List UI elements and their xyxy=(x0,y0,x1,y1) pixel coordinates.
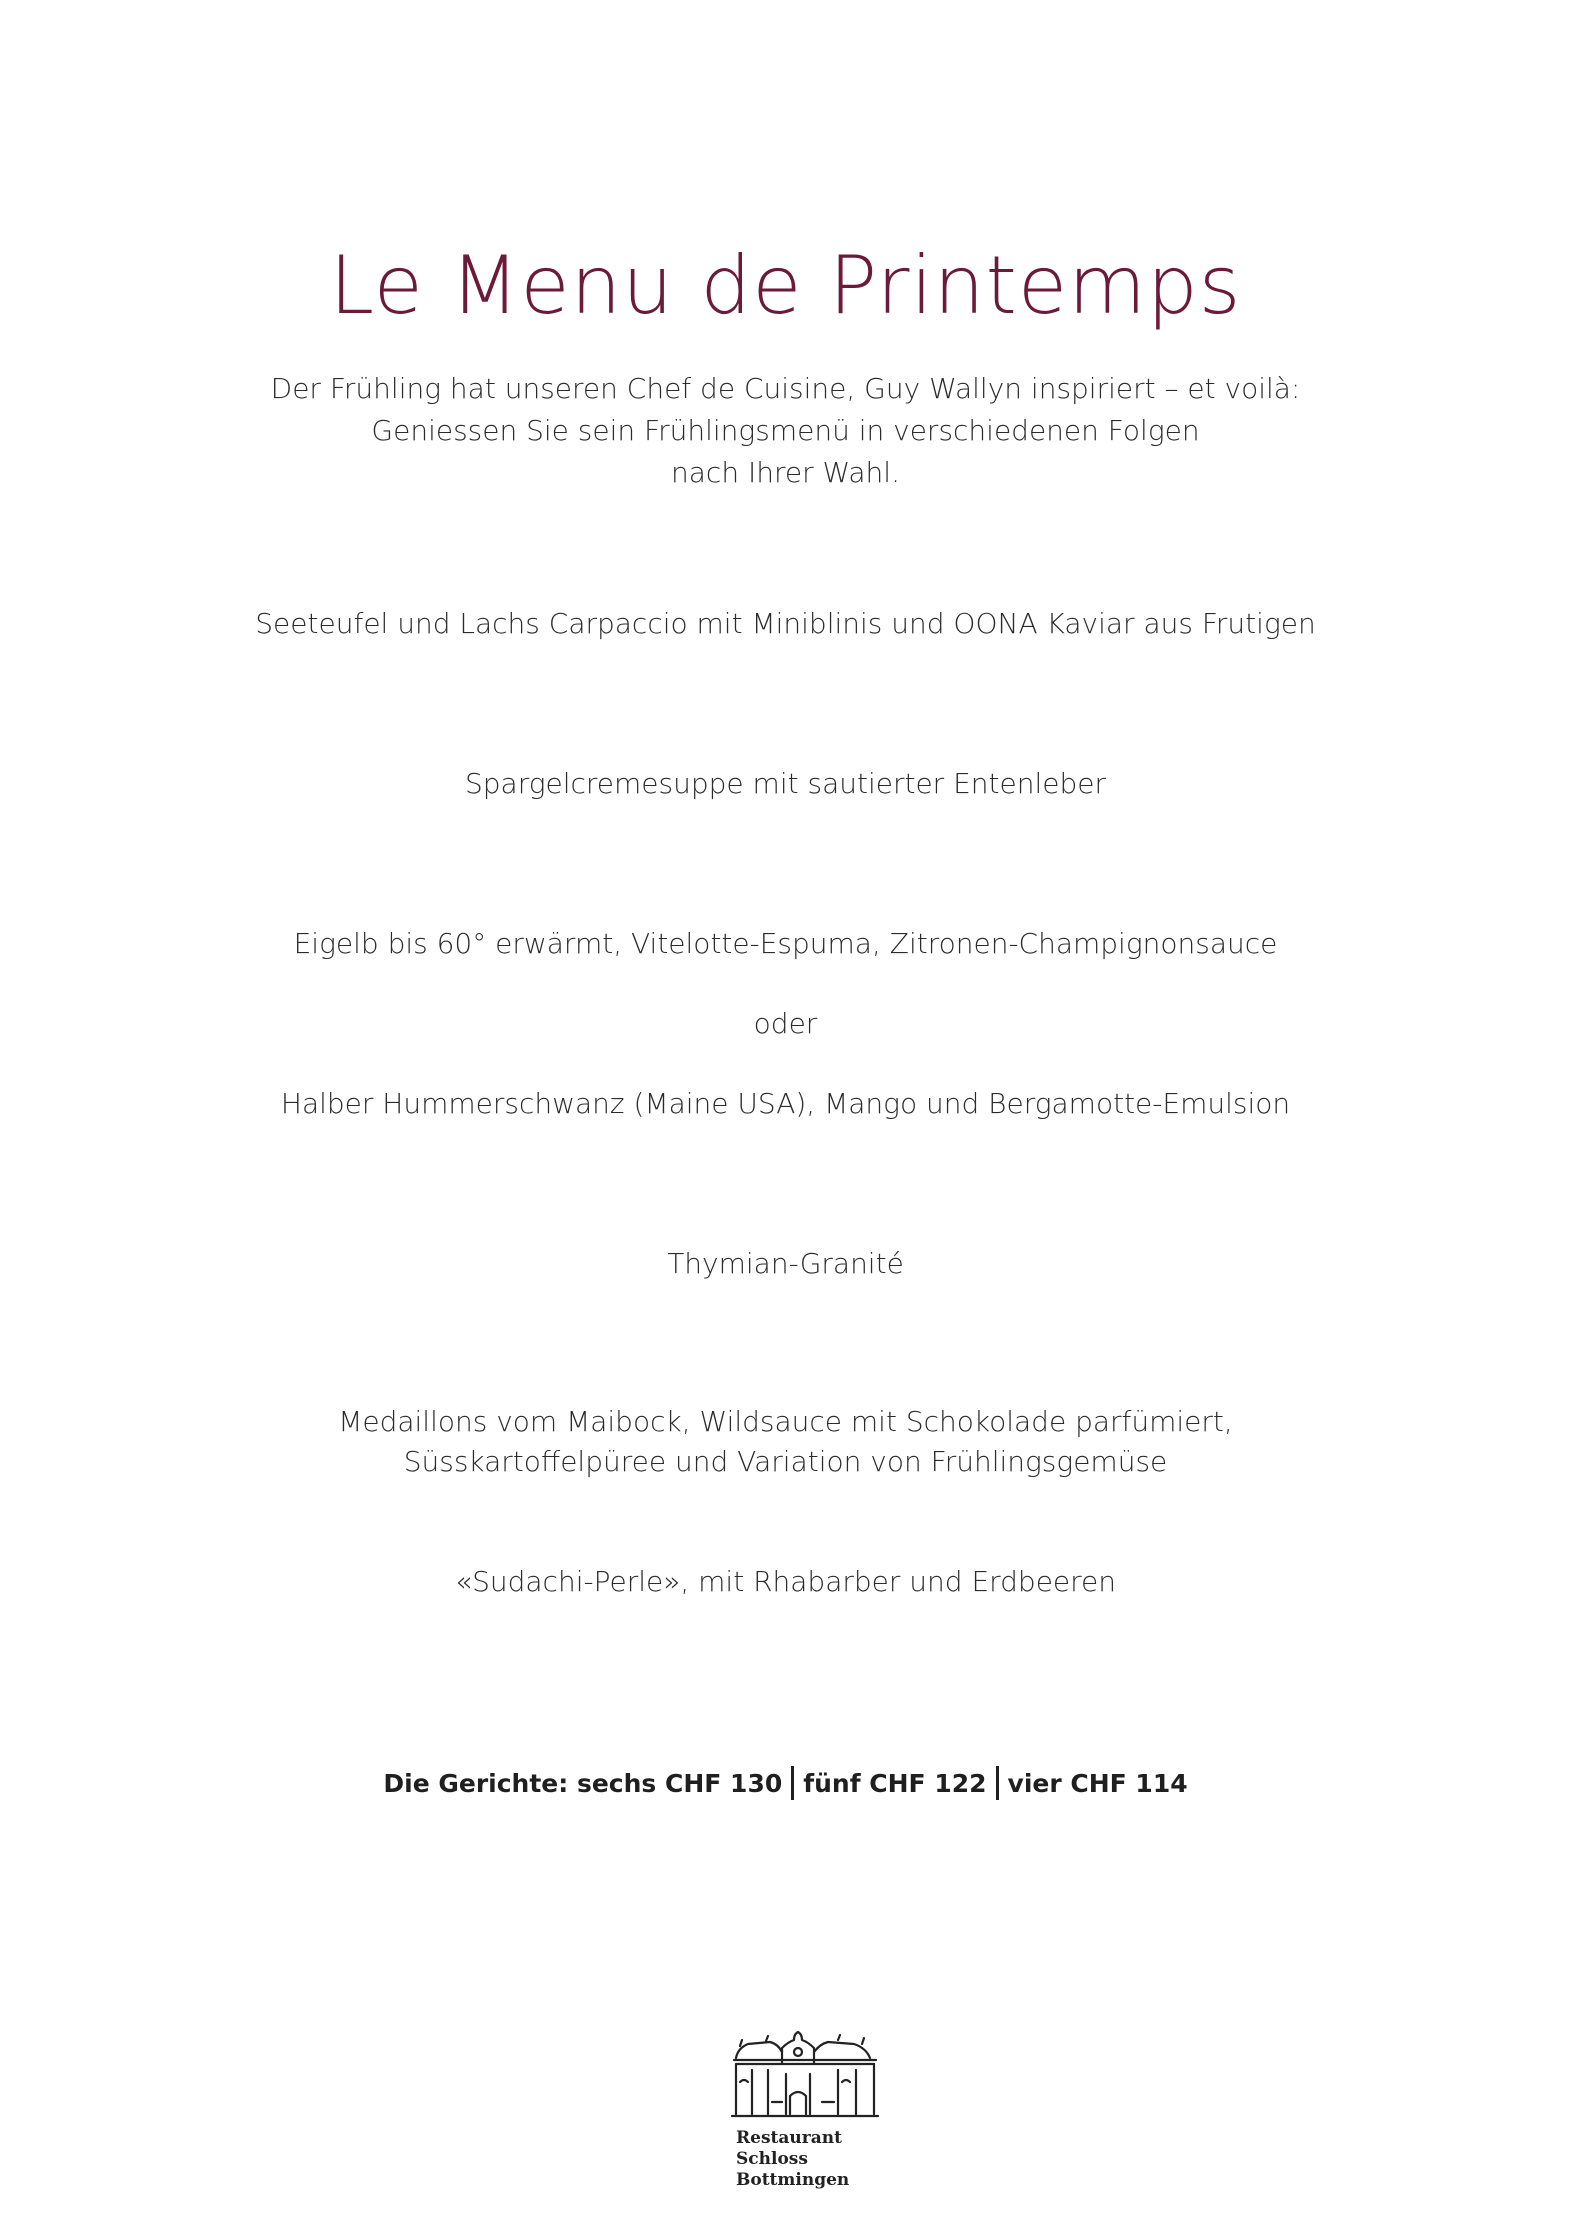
logo-line-1: Restaurant xyxy=(736,2128,842,2148)
castle-icon xyxy=(730,2030,880,2122)
course-main-line-1: Medaillons vom Maibock, Wildsauce mit Schokolade parfümiert, xyxy=(338,1405,1233,1438)
intro-text xyxy=(0,368,1571,494)
course-dessert: «Sudachi-Perle», mit Rhabarber und Erdbeeren xyxy=(454,1565,1117,1598)
course-main-line-2: Süsskartoffelpüree und Variation von Frühlingsgemüse xyxy=(403,1445,1168,1478)
logo-line-2: Schloss xyxy=(736,2149,808,2169)
price-line xyxy=(0,1766,1571,1802)
page-title: Le Menu de Printemps xyxy=(329,239,1242,332)
restaurant-logo xyxy=(730,2030,880,2200)
course-soup: Spargelcremesuppe mit sautierter Entenleber xyxy=(464,767,1106,800)
intro-line-1: Der Frühling hat unseren Chef de Cuisine, Guy Wallyn inspiriert – et voilà: xyxy=(270,372,1301,405)
course-carpaccio: Seeteufel und Lachs Carpaccio mit Miniblinis und OONA Kaviar aus Frutigen xyxy=(255,607,1316,640)
logo-wordmark xyxy=(736,2128,849,2191)
logo-line-3: Bottmingen xyxy=(736,2170,850,2190)
course-granite: Thymian-Granité xyxy=(667,1247,904,1280)
course-main xyxy=(0,1402,1571,1482)
price-four-courses: vier CHF 114 xyxy=(1007,1769,1188,1798)
price-divider xyxy=(996,1766,999,1800)
course-alternative-separator: oder xyxy=(753,1007,818,1040)
price-five-courses: fünf CHF 122 xyxy=(803,1769,987,1798)
intro-line-2: Geniessen Sie sein Frühlingsmenü in verschiedenen Folgen xyxy=(371,414,1200,447)
price-divider xyxy=(791,1766,794,1800)
course-egg-yolk: Eigelb bis 60° erwärmt, Vitelotte-Espuma, Zitronen-Champignonsauce xyxy=(293,927,1278,960)
course-lobster: Halber Hummerschwanz (Maine USA), Mango und Bergamotte-Emulsion xyxy=(280,1087,1291,1120)
intro-line-3: nach Ihrer Wahl. xyxy=(671,456,900,489)
price-six-courses: Die Gerichte: sechs CHF 130 xyxy=(383,1769,783,1798)
